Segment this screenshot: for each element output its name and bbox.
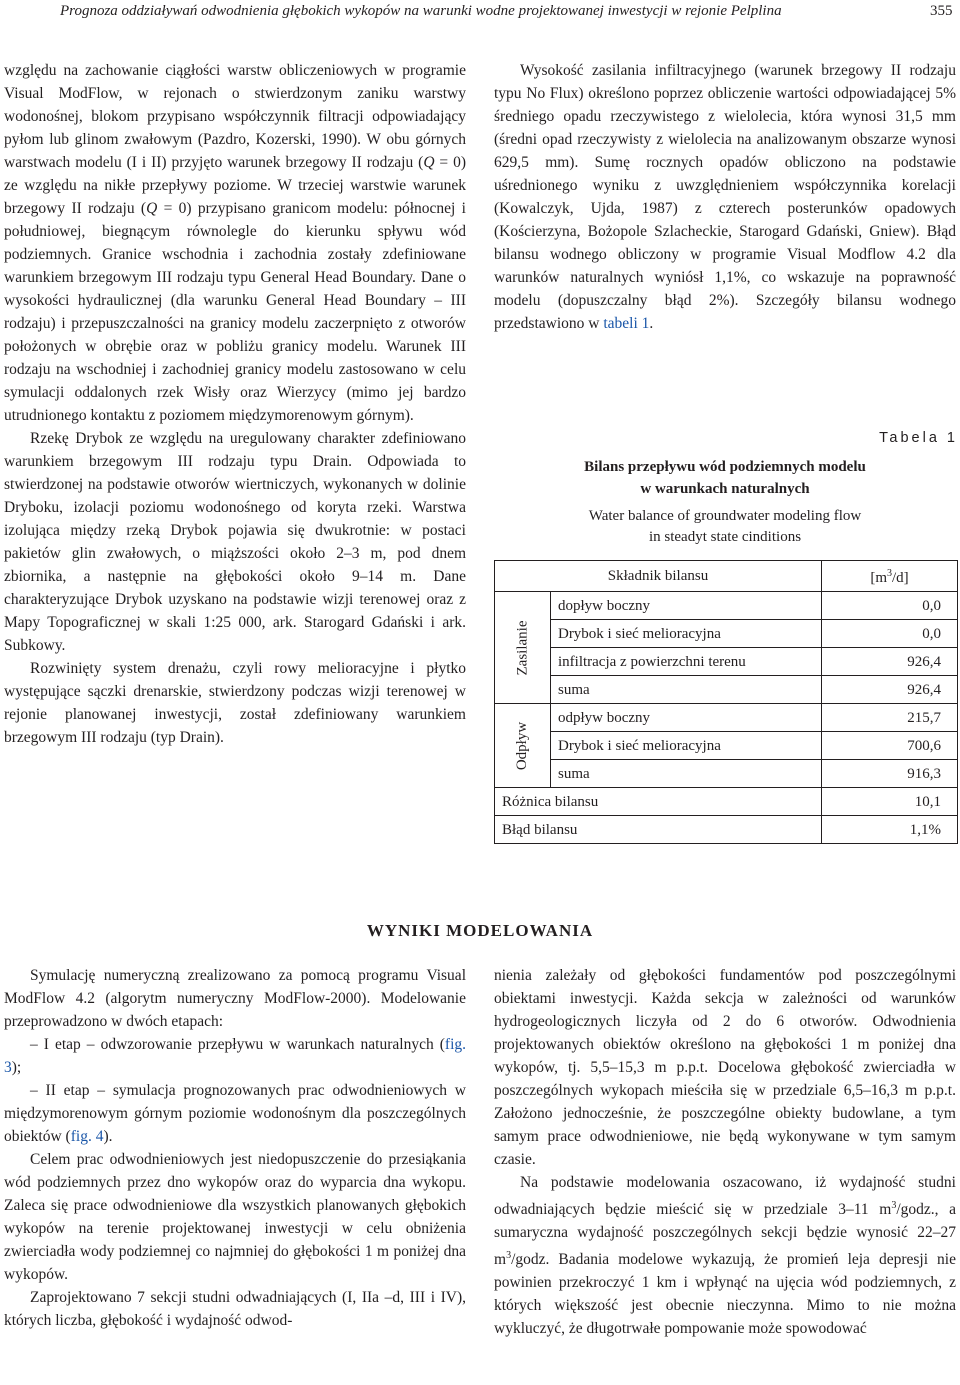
text-run: Wysokość zasilania infiltracyjnego (warunek brzegowy II rodzaju typu No Flux) określono poprzez obliczenie wartości odpowiadającej 5% średniego opadu rzeczywistego z wielolecia, która wynosi 31,5 mm (średni opad rzeczywisty z wielolecia na analizowanym obszarze wynosi 629,5 mm). Sumę rocznych opadów obliczono na podstawie uśrednionego wyniku z uwzględnieniem współczynnika korelacji (Kowalczyk, Ujda, 1987) z czterech posterunków opadowych (Kościerzyna, Bożopole Szlacheckie, Starogard Gdański, Gniew). Błąd bilansu wodnego obliczony w programie Visual Modflow 4.2 dla warunków naturalnych wyniósł 1,1%, co wskazuje na poprawność modelu (dopuszczalny błąd 2%). Szczegóły bilansu wodnego przedstawiono w (494, 62, 956, 332)
header-unit: $[m^3/d]$ (822, 561, 958, 592)
table-label: Tabela 1 (879, 430, 958, 446)
table-row-error (495, 816, 958, 844)
group-inflow (495, 592, 551, 704)
text-run: Na podstawie modelowania oszacowano, iż wydajność studni odwadniających będzie mieścić się w przedziale 3–11 m (494, 1174, 956, 1219)
title-line: w warunkach naturalnych (640, 481, 810, 497)
text-run: – I etap – odwzorowanie przepływu w warunkach naturalnych ( (30, 1036, 445, 1053)
fig-3-link[interactable]: fig. 3 (4, 1036, 466, 1076)
row-value: 916,3 (822, 760, 958, 788)
row-value: 215,7 (822, 704, 958, 732)
row-value: 926,4 (822, 676, 958, 704)
superscript: 3 (506, 1250, 512, 1262)
table-header-row (495, 561, 958, 592)
page-number: 355 (930, 3, 953, 19)
group-outflow-label: Odpływ (514, 721, 531, 770)
row-value: 1,1% (822, 816, 958, 844)
table-row (495, 592, 958, 620)
water-balance-table (494, 560, 958, 844)
row-value: 0,0 (822, 620, 958, 648)
row-name: suma (550, 676, 821, 704)
row-name: infiltracja z powierzchni terenu (550, 648, 821, 676)
text-run: ); (11, 1059, 22, 1076)
row-value: 926,4 (822, 648, 958, 676)
paragraph-well-sections: Zaprojektowano 7 sekcji studni odwadniających (I, IIa –d, III i IV), których liczba, głębokość i wydajność odwod- (4, 1289, 466, 1329)
left-column-bottom (4, 964, 466, 1332)
paragraph-drainage: Rozwinięty system drenażu, czyli rowy melioracyjne i płytko występujące sączki drenarskie, stwierdzony podczas wizji terenowej w rejonie planowanej inwestycji, został zdefiniowany warunkiem brzegowym III rodzaju (typ Drain). (4, 660, 466, 746)
right-column-top (494, 59, 956, 335)
table-row (495, 704, 958, 732)
table-1-link[interactable]: tabeli 1 (603, 315, 650, 332)
text-run: ). (103, 1128, 113, 1145)
row-name: Drybok i sieć melioracyjna (550, 620, 821, 648)
superscript: 3 (891, 1200, 897, 1211)
row-name: suma (550, 760, 821, 788)
row-name: odpływ boczny (550, 704, 821, 732)
running-header (0, 0, 960, 20)
row-name: Różnica bilansu (495, 788, 822, 816)
paragraph-yield (494, 1171, 956, 1340)
table-row-difference (495, 788, 958, 816)
table-row (495, 676, 958, 704)
running-title: Prognoza oddziaływań odwodnienia głębokich wykopów na warunki wodne projektowanej inwestycji w rejonie Pelplina (60, 3, 782, 19)
paragraph-depth: nienia zależały od głębokości fundamentów pod poszczególnymi obiektami inwestycji. Każda sekcja w zależności od warunków hydrogeologicznych liczyła od 2 do 6 otworów. Odwodnienia projektowanych obiektów określono na głębokości 1 m poniżej dna wykopów, tj. 5,5–15,3 m p.p.t. Docelowa głębokość zwierciadła w poszczególnych wykopach mieściła się w przedziale 6,5–16,3 m p.p.t. Założono jednocześnie, że poszczególne obiekty budowlane, a tym samym prace odwodnieniowe, nie będą wykonywane w tym samym czasie. (494, 967, 956, 1168)
title-line: Water balance of groundwater modeling flow (588, 508, 862, 524)
paragraph-drybok: Rzekę Drybok ze względu na uregulowany charakter zdefiniowano warunkiem brzegowym III rodzaju typu Drain. Odpowiada to stwierdzonej na podstawie otworów wiertniczych, wykonanych w dolinie Dryboku, izolacji poziomu wodonośnego od koryta rzeki. Warstwa izolująca między rzeką Drybok pojawia się dwukrotnie: w postaci pakietów glin zwałowych, o miąższości około 2–3 m, pod dnem zbiornika, a następnie na głębokości około 9–14 m. Dane charakteryzujące Drybok uzyskano na podstawie wizji terenowej oraz z Mapy Topograficznej w skali 1:25 000, ark. Starogard Gdański i ark. Subkowy. (4, 430, 466, 654)
table-title-polish (494, 456, 956, 500)
paragraph-dewatering-goal: Celem prac odwodnieniowych jest niedopuszczenie do przesiąkania wód podziemnych przez dno wykopów oraz do wyparcia dna wykopu. Zaleca się prace odwodnieniowe dla wszystkich planowanych głębokich wykopów na terenie projektowanej inwestycji w celu obniżenia zwierciadła wody podziemnej co najmniej do głębokości 1 m poniżej dna wykopów. (4, 1151, 466, 1283)
list-item (4, 1033, 466, 1079)
table-row (495, 648, 958, 676)
left-column-top (4, 59, 466, 749)
row-value: 700,6 (822, 732, 958, 760)
text-run: względu na zachowanie ciągłości warstw obliczeniowych w programie Visual ModFlow, w rejonach o stwierdzonym zaniku warstwy wodonośnej, blokom przypisano współczynnik filtracji odpowiadający pyłom lub glinom zwałowym (Pazdro, Kozerski, 1990). W obu górnych warstwach modelu (I i II) przyjęto warunek brzegowy II rodzaju ( (4, 62, 466, 171)
table-row (495, 760, 958, 788)
symbol-q: Q (146, 200, 158, 217)
text-run: = 0) przypisano granicom modelu: północnej i południowej, biegnącym równolegle do kierunku spływu wód podziemnych. Granice wschodnia i zachodnia zostały zdefiniowane warunkiem brzegowym III rodzaju typu General Head Boundary. Dane o wysokości hydraulicznej (dla warunku General Head Boundary – III rodzaju) i przepuszczalności na granicy modelu zaczerpnięto z otworów położonych w obrębie oraz w pobliżu granicy modelu. Warunek III rodzaju na wschodniej i zachodniej granicy modelu zastosowano w celu symulacji oddalonych rzek Wisły oraz Wierzycy (mimo jej bardzo utrudnionego kontaktu z poziomem międzymorenowym górnym). (4, 200, 466, 424)
row-name: Błąd bilansu (495, 816, 822, 844)
symbol-q: Q (423, 154, 435, 171)
text-run: = 0) ze względu na nikłe przepływy poziome. W trzeciej warstwie warunek brzegowy II rodzaju ( (4, 154, 467, 217)
text-run: – II etap – symulacja prognozowanych prac odwodnieniowych w międzymorenowym górnym poziomie wodonośnym dla poszczególnych obiektów ( (4, 1082, 466, 1145)
header-component: Składnik bilansu (495, 561, 822, 592)
text-run: /godz., a sumaryczna wydajność poszczególnych sekcji będzie wynosić 22–27 m (494, 1201, 956, 1269)
row-name: Drybok i sieć melioracyjna (550, 732, 821, 760)
title-line: in steadyt state cinditions (648, 529, 802, 545)
text-run: . (649, 315, 654, 332)
paragraph-infiltration (494, 59, 956, 335)
section-heading: WYNIKI MODELOWANIA (366, 921, 594, 940)
row-name: dopływ boczny (550, 592, 821, 620)
row-value: 0,0 (822, 592, 958, 620)
paragraph-simulation: Symulację numeryczną zrealizowano za pomocą programu Visual ModFlow 4.2 (algorytm numeryczny ModFlow-2000). Modelowanie przeprowadzono w dwóch etapach: (4, 967, 466, 1030)
group-outflow (495, 704, 551, 788)
paragraph-boundary-conditions (4, 59, 466, 427)
table-row (495, 732, 958, 760)
fig-4-link[interactable]: fig. 4 (70, 1128, 104, 1145)
table-row (495, 620, 958, 648)
text-run: /godz. Badania modelowe wykazują, że promień leja depresji nie powinien przekroczyć 1 km i wpłynąć na ujęcia wód podziemnych, z których większość jest obecnie nieczynna. Mimo to nie można wykluczyć, że długotrwałe pompowanie może spowodować (494, 1251, 956, 1338)
table-title-english (494, 506, 956, 548)
group-inflow-label: Zasilanie (514, 620, 531, 675)
row-value: 10,1 (822, 788, 958, 816)
title-line: Bilans przepływu wód podziemnych modelu (584, 459, 866, 475)
list-item (4, 1079, 466, 1148)
right-column-bottom (494, 964, 956, 1340)
